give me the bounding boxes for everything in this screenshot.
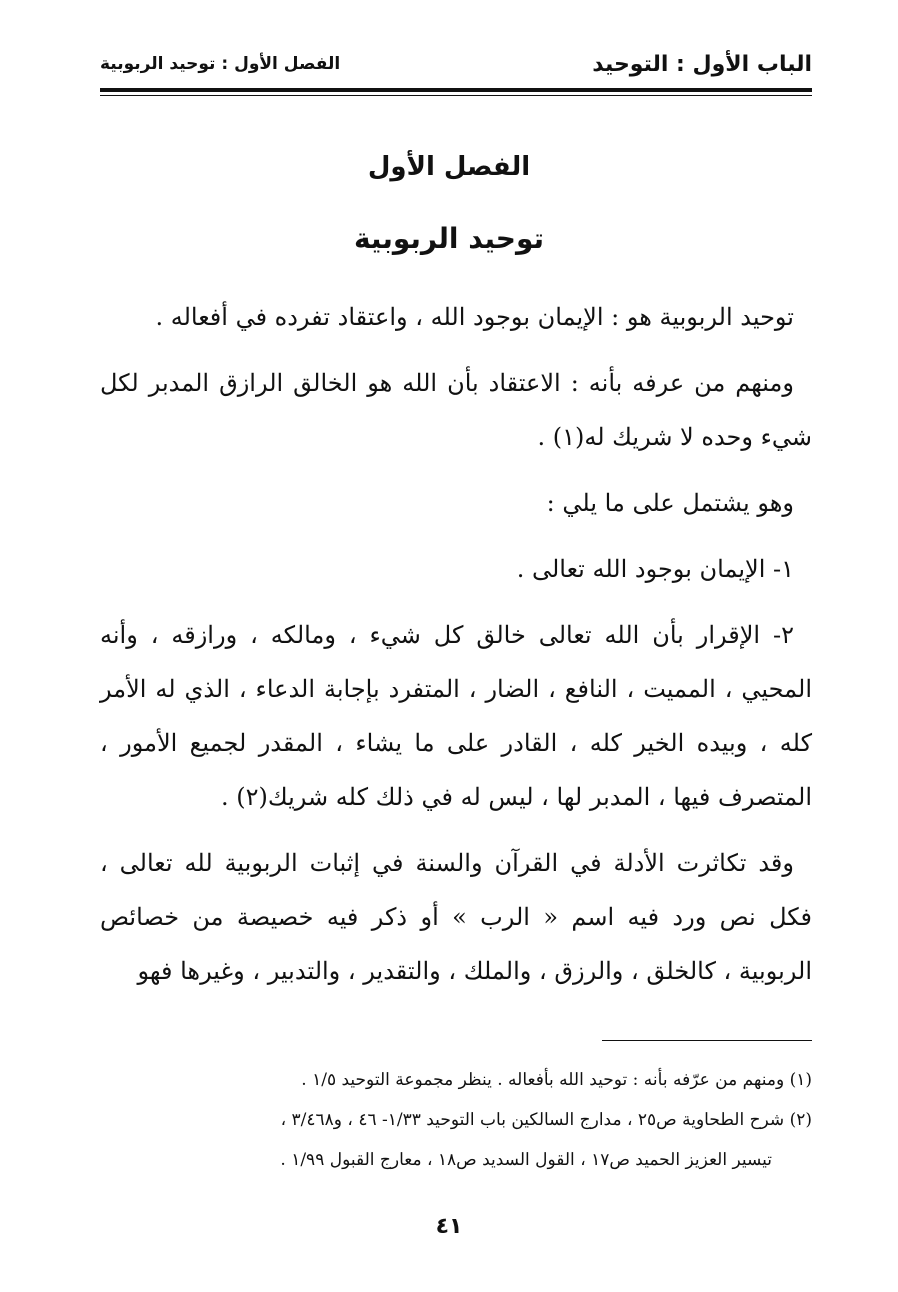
running-header — [100, 44, 812, 84]
footnotes — [100, 1060, 812, 1180]
footnote-2-continued: تيسير العزيز الحميد ص١٧ ، القول السديد ص١٨ ، معارج القبول ١/٩٩ . — [280, 1150, 772, 1170]
body-text — [100, 290, 812, 1010]
paragraph-definition: توحيد الربوبية هو : الإيمان بوجود الله ، واعتقاد تفرده في أفعاله . — [155, 303, 794, 331]
paragraph-evidence: وقد تكاثرت الأدلة في القرآن والسنة في إثبات الربوبية لله تعالى ، فكل نص ورد فيه اسم « الرب » أو ذكر فيه خصيصة من خصائص الربوبية ، كالخلق ، والرزق ، والملك ، والتقدير ، والتدبير ، وغيرها فهو — [100, 849, 812, 985]
paragraph-contents-intro: وهو يشتمل على ما يلي : — [546, 489, 794, 517]
page-number: ٤١ — [435, 1214, 463, 1239]
list-item-2: ٢- الإقرار بأن الله تعالى خالق كل شيء ، ومالكه ، ورازقه ، وأنه المحيي ، المميت ، النافع ، الضار ، المتفرد بإجابة الدعاء ، الذي له الأمر كله ، وبيده الخير كله ، القادر على ما يشاء ، المقدر لجميع الأمور ، المتصرف فيها ، المدبر لها ، ليس له في ذلك كله شريك(٢) . — [100, 621, 812, 811]
header-rule-thick — [100, 88, 812, 92]
list-item-1: ١- الإيمان بوجود الله تعالى . — [516, 555, 794, 583]
chapter-title: الفصل الأول — [367, 152, 531, 182]
footnote-1: (١) ومنهم من عرّفه بأنه : توحيد الله بأفعاله . ينظر مجموعة التوحيد ١/٥ . — [301, 1070, 812, 1090]
footnote-separator — [602, 1040, 812, 1041]
header-chapter-title: الفصل الأول : توحيد الربوبية — [100, 54, 341, 74]
header-rule-thin — [100, 95, 812, 96]
paragraph-alt-definition: ومنهم من عرفه بأنه : الاعتقاد بأن الله هو الخالق الرازق المدبر لكل شيء وحده لا شريك له(١) . — [100, 369, 812, 451]
header-part-title: الباب الأول : التوحيد — [592, 51, 812, 77]
section-title: توحيد الربوبية — [353, 222, 545, 255]
footnote-2: (٢) شرح الطحاوية ص٢٥ ، مدارج السالكين باب التوحيد ١/٣٣- ٤٦ ، و٣/٤٦٨ ، — [280, 1110, 812, 1130]
